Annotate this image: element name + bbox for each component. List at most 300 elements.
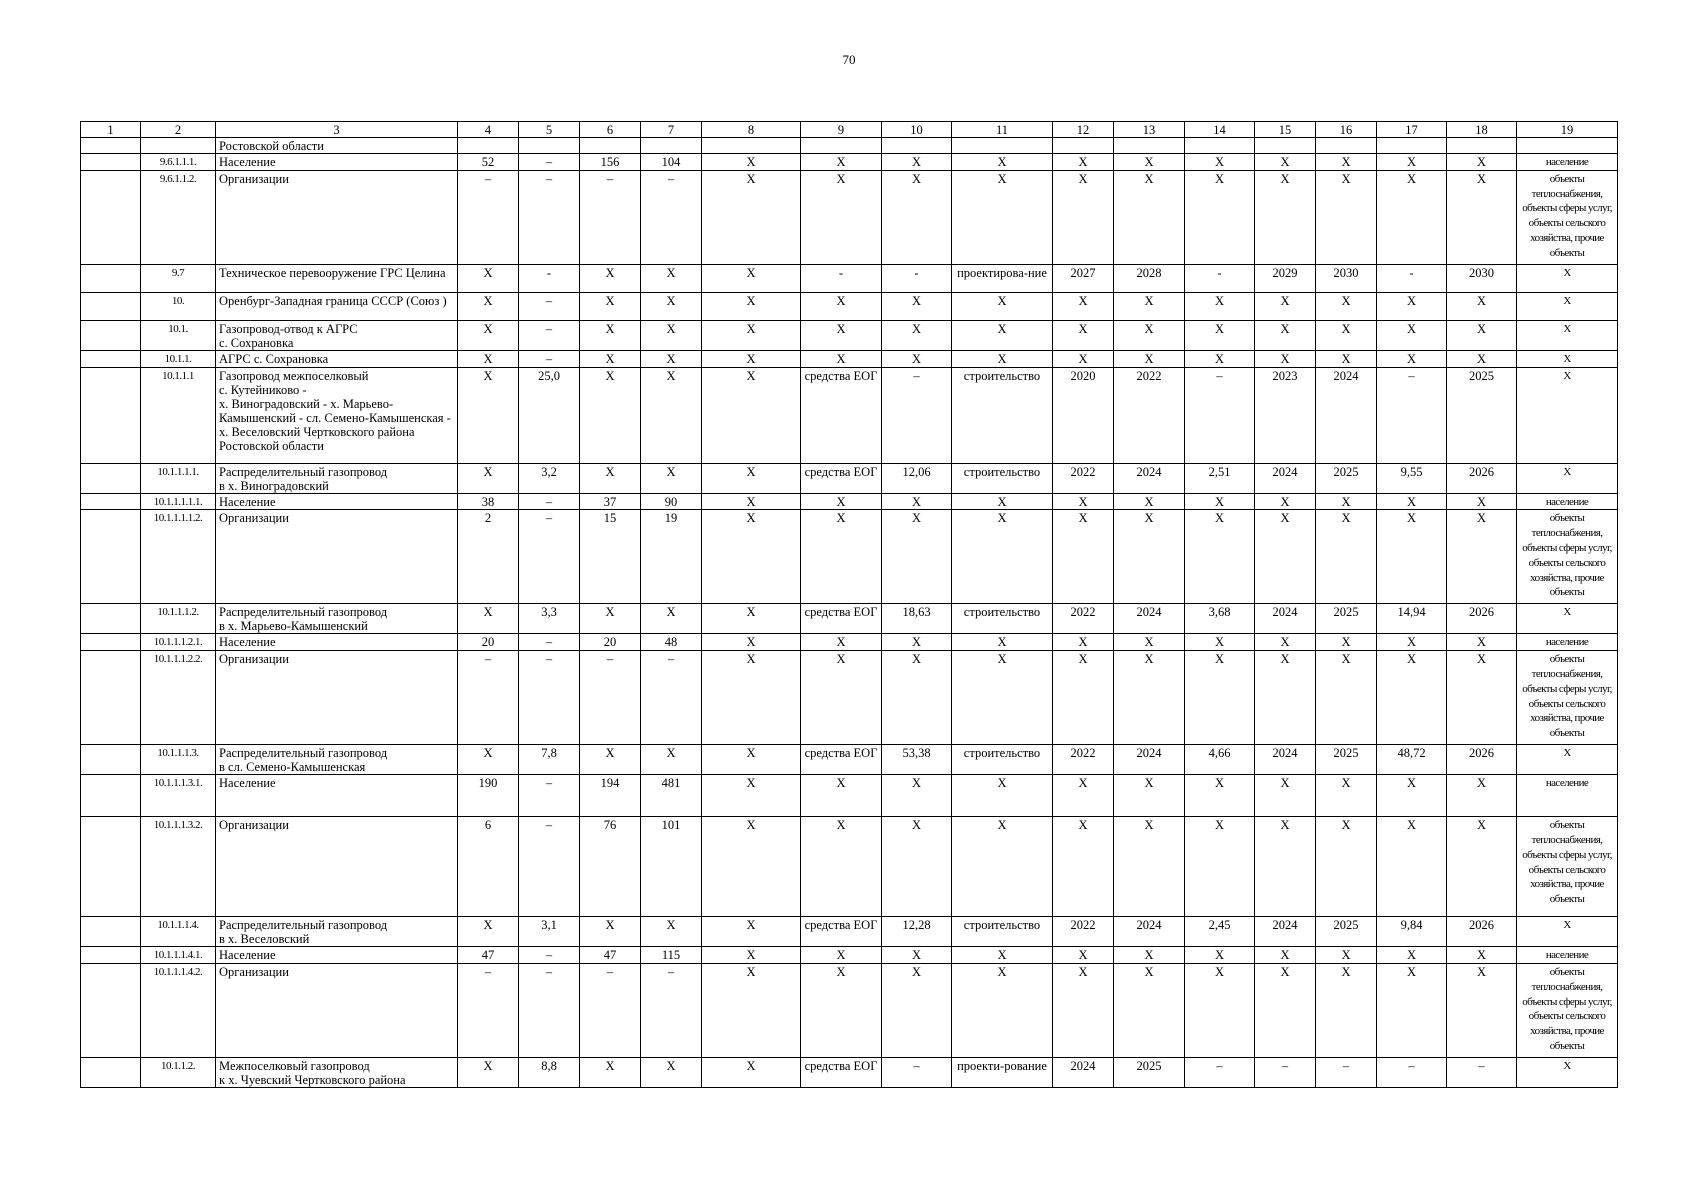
table-cell-col12: X [1053,350,1114,367]
table-cell-col11: проекти-рование [952,1057,1053,1087]
table-cell-col1 [81,963,141,1057]
table-cell-col11: X [952,947,1053,964]
table-cell-col1 [81,947,141,964]
table-cell-col7: X [641,264,702,292]
table-cell-col4 [458,138,519,154]
table-cell-col5: 3,3 [519,604,580,634]
table-cell-col8: X [702,775,801,817]
page-number: 70 [842,52,856,67]
table-cell-col10: X [882,292,952,320]
table-cell-col7: X [641,917,702,947]
table-cell-col9: средства ЕОГ [801,604,882,634]
table-row [81,963,1618,1057]
table-cell-col7: X [641,292,702,320]
table-cell-col19: объекты теплоснабжения, объекты сферы услуг, объекты сельского хозяйства, прочие объекты [1517,963,1618,1057]
table-cell-col9: X [801,634,882,651]
column-header-2: 2 [141,122,216,138]
table-cell-col6: 194 [580,775,641,817]
table-cell-col8: X [702,154,801,171]
table-row [81,493,1618,510]
table-cell-col18: X [1447,963,1517,1057]
table-cell-col18: X [1447,651,1517,745]
table-cell-col16: X [1316,634,1377,651]
table-cell-col14: X [1185,154,1255,171]
table-cell-col13: X [1114,292,1185,320]
table-cell-col19: X [1517,463,1618,493]
table-cell-col8: X [702,367,801,463]
table-cell-col17: 9,84 [1377,917,1447,947]
table-cell-col6: – [580,963,641,1057]
table-cell-col9: средства ЕОГ [801,367,882,463]
table-cell-col19: население [1517,947,1618,964]
table-cell-col4: 6 [458,817,519,917]
column-header-4: 4 [458,122,519,138]
table-cell-col12: 2024 [1053,1057,1114,1087]
table-cell-col15: 2029 [1255,264,1316,292]
table-cell-col1 [81,604,141,634]
table-cell-col1 [81,1057,141,1087]
table-cell-col8: X [702,651,801,745]
table-cell-col18: X [1447,320,1517,350]
table-cell-col10: – [882,367,952,463]
table-cell-col13: 2028 [1114,264,1185,292]
table-cell-col8: X [702,170,801,264]
column-header-18: 18 [1447,122,1517,138]
table-cell-col12: X [1053,634,1114,651]
table-cell-col6: X [580,292,641,320]
table-cell-col19: X [1517,917,1618,947]
table-cell-col13: 2025 [1114,1057,1185,1087]
table-cell-col8: X [702,320,801,350]
table-cell-col4: X [458,367,519,463]
table-cell-col2: 10.1.1.1.3.2. [141,817,216,917]
table-cell-col1 [81,510,141,604]
table-cell-col10: X [882,651,952,745]
table-cell-col17: – [1377,1057,1447,1087]
table-cell-col17: X [1377,947,1447,964]
table-row [81,320,1618,350]
table-cell-col13: X [1114,154,1185,171]
table-cell-col15: 2024 [1255,745,1316,775]
table-cell-col4: X [458,463,519,493]
table-cell-col7: X [641,463,702,493]
table-cell-col18: 2026 [1447,604,1517,634]
table-cell-col16: 2025 [1316,463,1377,493]
table-cell-col11: X [952,634,1053,651]
table-cell-col17 [1377,138,1447,154]
table-cell-col15: X [1255,350,1316,367]
table-cell-col14: X [1185,510,1255,604]
table-cell-col10: 12,06 [882,463,952,493]
table-cell-col11: строительство [952,463,1053,493]
table-cell-col19: X [1517,1057,1618,1087]
table-cell-col4: 2 [458,510,519,604]
table-cell-col5 [519,138,580,154]
table-cell-col3: Оренбург-Западная граница СССР (Союз ) [216,292,458,320]
table-row [81,463,1618,493]
table-cell-col18: 2026 [1447,917,1517,947]
table-cell-col11: проектирова-ние [952,264,1053,292]
table-cell-col14: – [1185,367,1255,463]
table-cell-col5: – [519,817,580,917]
column-header-11: 11 [952,122,1053,138]
table-cell-col17: X [1377,493,1447,510]
table-cell-col3: Распределительный газопровод в х. Веселовский [216,917,458,947]
table-cell-col19 [1517,138,1618,154]
table-body [81,138,1618,1088]
table-cell-col7: X [641,745,702,775]
table-cell-col17: X [1377,170,1447,264]
table-cell-col6: X [580,320,641,350]
table-row [81,917,1618,947]
table-cell-col12: X [1053,817,1114,917]
table-cell-col5: 3,2 [519,463,580,493]
table-cell-col4: 38 [458,493,519,510]
table-cell-col3: Ростовской области [216,138,458,154]
table-cell-col5: – [519,963,580,1057]
table-cell-col16: X [1316,963,1377,1057]
table-cell-col10 [882,138,952,154]
table-cell-col19: X [1517,264,1618,292]
table-cell-col18: X [1447,170,1517,264]
table-cell-col5: – [519,292,580,320]
table-cell-col5: - [519,264,580,292]
table-cell-col1 [81,367,141,463]
table-cell-col10: X [882,320,952,350]
table-cell-col6: X [580,604,641,634]
table-cell-col19: объекты теплоснабжения, объекты сферы услуг, объекты сельского хозяйства, прочие объекты [1517,651,1618,745]
table-cell-col7: 104 [641,154,702,171]
table-cell-col4: X [458,604,519,634]
table-cell-col2: 10.1.1.1.4.1. [141,947,216,964]
table-row [81,510,1618,604]
table-cell-col5: 3,1 [519,917,580,947]
table-cell-col17: X [1377,350,1447,367]
table-cell-col18: X [1447,154,1517,171]
table-cell-col17: 48,72 [1377,745,1447,775]
table-cell-col12: X [1053,947,1114,964]
table-cell-col18: X [1447,510,1517,604]
table-cell-col2: 10.1.1.1.1.1. [141,493,216,510]
table-cell-col15: X [1255,170,1316,264]
table-cell-col6 [580,138,641,154]
table-cell-col3: Организации [216,817,458,917]
table-cell-col15: X [1255,493,1316,510]
table-cell-col2: 10.1.1.1.4.2. [141,963,216,1057]
table-cell-col1 [81,651,141,745]
table-cell-col2 [141,138,216,154]
table-cell-col18: X [1447,817,1517,917]
table-cell-col6: 76 [580,817,641,917]
table-cell-col15: – [1255,1057,1316,1087]
column-header-10: 10 [882,122,952,138]
table-cell-col5: – [519,947,580,964]
table-cell-col10: X [882,170,952,264]
table-cell-col13: 2024 [1114,604,1185,634]
table-cell-col1 [81,264,141,292]
column-header-19: 19 [1517,122,1618,138]
table-cell-col7: 90 [641,493,702,510]
table-cell-col7: – [641,170,702,264]
table-row [81,745,1618,775]
table-cell-col15: X [1255,775,1316,817]
table-cell-col2: 10.1.1.2. [141,1057,216,1087]
table-cell-col3: Организации [216,170,458,264]
table-cell-col12: X [1053,154,1114,171]
table-cell-col6: X [580,264,641,292]
table-cell-col18: X [1447,350,1517,367]
table-cell-col4: – [458,963,519,1057]
table-cell-col12: X [1053,963,1114,1057]
table-cell-col11: X [952,963,1053,1057]
table-cell-col9: X [801,320,882,350]
table-cell-col5: 7,8 [519,745,580,775]
table-cell-col8: X [702,510,801,604]
table-cell-col4: X [458,745,519,775]
table-cell-col10: 18,63 [882,604,952,634]
table-cell-col12: 2022 [1053,604,1114,634]
table-cell-col14: 2,51 [1185,463,1255,493]
table-cell-col15 [1255,138,1316,154]
table-cell-col1 [81,745,141,775]
table-cell-col4: X [458,917,519,947]
table-cell-col16: 2030 [1316,264,1377,292]
table-cell-col1 [81,292,141,320]
table-cell-col17: X [1377,634,1447,651]
table-cell-col8: X [702,917,801,947]
table-cell-col16: X [1316,170,1377,264]
table-cell-col17: 9,55 [1377,463,1447,493]
table-cell-col17: X [1377,817,1447,917]
table-cell-col10: X [882,963,952,1057]
table-cell-col16: X [1316,350,1377,367]
table-cell-col8: X [702,947,801,964]
table-cell-col13: 2024 [1114,463,1185,493]
table-cell-col14: X [1185,817,1255,917]
table-cell-col4: X [458,292,519,320]
table-cell-col16: 2025 [1316,745,1377,775]
table-cell-col5: – [519,493,580,510]
table-cell-col14 [1185,138,1255,154]
table-cell-col5: – [519,634,580,651]
table-cell-col10: 12,28 [882,917,952,947]
table-row [81,947,1618,964]
table-cell-col2: 9.6.1.1.2. [141,170,216,264]
table-cell-col19: X [1517,367,1618,463]
table-cell-col11: строительство [952,745,1053,775]
table-cell-col5: – [519,510,580,604]
table-cell-col11: строительство [952,604,1053,634]
table-cell-col8: X [702,350,801,367]
table-cell-col12: X [1053,651,1114,745]
column-header-6: 6 [580,122,641,138]
table-cell-col9: средства ЕОГ [801,1057,882,1087]
table-cell-col10: X [882,775,952,817]
table-cell-col13: X [1114,510,1185,604]
table-cell-col13: X [1114,170,1185,264]
table-cell-col19: X [1517,745,1618,775]
table-cell-col10: X [882,510,952,604]
table-cell-col11 [952,138,1053,154]
table-cell-col9: X [801,292,882,320]
table-cell-col7: 101 [641,817,702,917]
table-cell-col10: X [882,493,952,510]
table-cell-col4: 20 [458,634,519,651]
table-cell-col6: X [580,367,641,463]
table-cell-col11: X [952,817,1053,917]
table-cell-col1 [81,917,141,947]
table-cell-col17: X [1377,775,1447,817]
table-cell-col4: 52 [458,154,519,171]
column-header-3: 3 [216,122,458,138]
table-cell-col13: X [1114,775,1185,817]
table-cell-col3: Межпоселковый газопровод к х. Чуевский Чертковского района [216,1057,458,1087]
table-cell-col15: X [1255,947,1316,964]
table-cell-col19: X [1517,320,1618,350]
column-header-16: 16 [1316,122,1377,138]
table-cell-col5: – [519,170,580,264]
table-cell-col11: X [952,350,1053,367]
table-cell-col18: 2026 [1447,463,1517,493]
table-cell-col19: X [1517,604,1618,634]
table-cell-col13: X [1114,350,1185,367]
table-cell-col6: 37 [580,493,641,510]
table-cell-col2: 9.6.1.1.1. [141,154,216,171]
table-cell-col3: Организации [216,651,458,745]
table-cell-col15: X [1255,651,1316,745]
table-cell-col14: X [1185,963,1255,1057]
table-cell-col8: X [702,292,801,320]
table-row [81,604,1618,634]
table-cell-col6: 20 [580,634,641,651]
table-row [81,292,1618,320]
table-cell-col3: Газопровод межпоселковый с. Кутейниково - х. Виноградовский - х. Марьево-Камышенский - сл. Семено-Камышенская - х. Веселовский Чертковского района Ростовской области [216,367,458,463]
table-cell-col19: население [1517,493,1618,510]
table-row [81,154,1618,171]
table-cell-col9: средства ЕОГ [801,463,882,493]
column-header-8: 8 [702,122,801,138]
table-cell-col12: X [1053,510,1114,604]
table-cell-col6: – [580,651,641,745]
table-cell-col9: X [801,154,882,171]
table-cell-col5: – [519,651,580,745]
table-cell-col9: средства ЕОГ [801,745,882,775]
table-cell-col19: население [1517,775,1618,817]
table-cell-col14: 3,68 [1185,604,1255,634]
table-cell-col10: - [882,264,952,292]
table-cell-col4: X [458,264,519,292]
table-cell-col15: X [1255,634,1316,651]
table-cell-col6: X [580,463,641,493]
table-cell-col11: X [952,775,1053,817]
table-cell-col9: X [801,493,882,510]
table-cell-col12: 2027 [1053,264,1114,292]
column-header-9: 9 [801,122,882,138]
table-cell-col15: X [1255,320,1316,350]
table-cell-col8: X [702,634,801,651]
table-cell-col17: X [1377,963,1447,1057]
table-cell-col2: 10.1.1.1.3. [141,745,216,775]
table-cell-col1 [81,320,141,350]
table-cell-col3: Техническое перевооружение ГРС Целина [216,264,458,292]
column-header-14: 14 [1185,122,1255,138]
table-cell-col4: X [458,1057,519,1087]
table-cell-col16: X [1316,292,1377,320]
table-cell-col7: 19 [641,510,702,604]
table-cell-col3: АГРС с. Сохрановка [216,350,458,367]
table-cell-col6: – [580,170,641,264]
table-cell-col9: - [801,264,882,292]
investment-program-table [80,121,1618,1088]
table-cell-col15: X [1255,510,1316,604]
table-cell-col16: X [1316,154,1377,171]
table-cell-col4: – [458,170,519,264]
table-cell-col11: строительство [952,917,1053,947]
table-cell-col3: Организации [216,510,458,604]
table-cell-col4: 190 [458,775,519,817]
table-cell-col2: 10.1.1.1.1.2. [141,510,216,604]
table-cell-col15: X [1255,963,1316,1057]
table-cell-col7 [641,138,702,154]
table-cell-col16: X [1316,817,1377,917]
table-cell-col7: X [641,367,702,463]
table-cell-col10: – [882,1057,952,1087]
table-cell-col1 [81,170,141,264]
table-cell-col19: население [1517,634,1618,651]
column-header-12: 12 [1053,122,1114,138]
table-cell-col12: X [1053,775,1114,817]
table-cell-col9 [801,138,882,154]
table-cell-col13: 2022 [1114,367,1185,463]
table-cell-col15: X [1255,817,1316,917]
header-row [81,122,1618,138]
table-cell-col10: X [882,947,952,964]
table-cell-col12: X [1053,493,1114,510]
table-cell-col2: 10.1.1. [141,350,216,367]
table-cell-col12: X [1053,170,1114,264]
table-cell-col3: Население [216,154,458,171]
table-cell-col17: 14,94 [1377,604,1447,634]
table-cell-col18: 2026 [1447,745,1517,775]
table-cell-col2: 10.1.1.1.3.1. [141,775,216,817]
table-cell-col14: X [1185,292,1255,320]
table-cell-col12: X [1053,292,1114,320]
table-cell-col6: X [580,745,641,775]
table-cell-col17: - [1377,264,1447,292]
table-cell-col16: X [1316,651,1377,745]
table-cell-col11: строительство [952,367,1053,463]
table-cell-col5: 8,8 [519,1057,580,1087]
table-cell-col16: X [1316,947,1377,964]
table-row [81,651,1618,745]
table-cell-col17: X [1377,292,1447,320]
table-cell-col7: X [641,604,702,634]
table-cell-col10: X [882,350,952,367]
table-cell-col12: 2022 [1053,745,1114,775]
table-cell-col6: 15 [580,510,641,604]
table-cell-col13: 2024 [1114,745,1185,775]
table-cell-col2: 10.1.1.1 [141,367,216,463]
table-cell-col15: X [1255,292,1316,320]
table-row [81,1057,1618,1087]
table-cell-col8: X [702,963,801,1057]
table-cell-col14: X [1185,493,1255,510]
table-cell-col15: X [1255,154,1316,171]
column-header-13: 13 [1114,122,1185,138]
table-cell-col11: X [952,320,1053,350]
table-cell-col17: X [1377,510,1447,604]
table-cell-col11: X [952,170,1053,264]
